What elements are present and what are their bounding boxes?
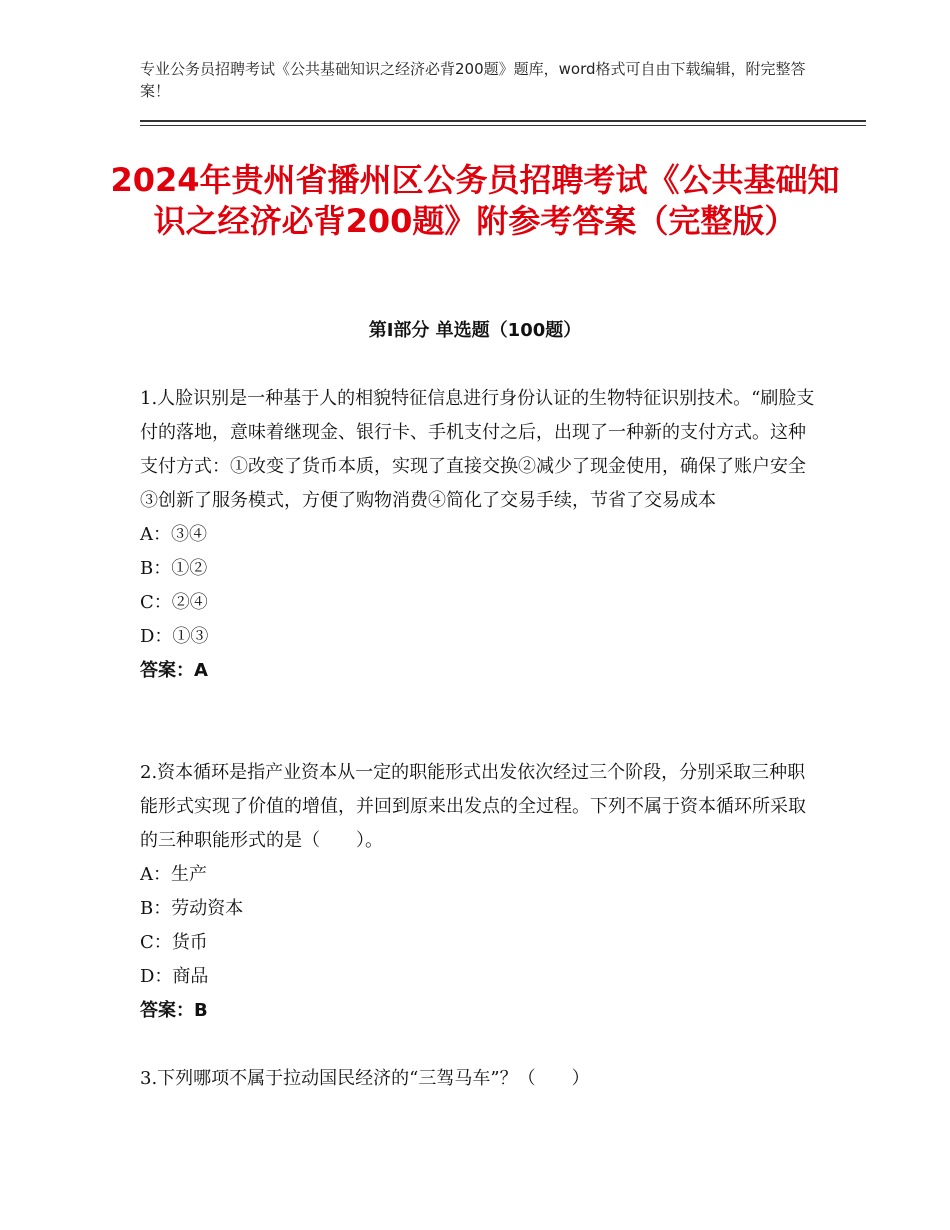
answer: 答案：B [140,1000,208,1021]
question-stem: 3.下列哪项不属于拉动国民经济的“三驾马车”？（ ） [140,1068,590,1089]
header-note: 专业公务员招聘考试《公共基础知识之经济必背200题》题库，word格式可自由下载编辑，附完整答案！ [140,60,806,100]
question-3 [140,1062,820,1096]
document-title: 2024年贵州省播州区公务员招聘考试《公共基础知识之经济必背200题》附参考答案（完整版） [110,161,840,240]
option-b: B：①② [140,558,208,579]
option-a: A：③④ [140,524,207,545]
question-1 [140,382,820,688]
question-2 [140,756,820,1028]
header-rule-thin [140,125,866,126]
answer: 答案：A [140,660,208,681]
question-stem: 1.人脸识别是一种基于人的相貌特征信息进行身份认证的生物特征识别技术。“刷脸支付的落地，意味着继现金、银行卡、手机支付之后，出现了一种新的支付方式。这种支付方式：①改变了货币本质，实现了直接交换②减少了现金使用，确保了账户安全③创新了服务模式，方便了购物消费④简化了交易手续，节省了交易成本 [140,388,815,511]
header-rule-thick [140,120,866,122]
option-c: C：②④ [140,592,208,613]
question-stem: 2.资本循环是指产业资本从一定的职能形式出发依次经过三个阶段，分别采取三种职能形式实现了价值的增值，并回到原来出发点的全过程。下列不属于资本循环所采取的三种职能形式的是（ ）。 [140,762,806,851]
option-c: C：货币 [140,932,208,953]
option-a: A：生产 [140,864,207,885]
option-b: B：劳动资本 [140,898,244,919]
section-title: 第Ⅰ部分 单选题（100题） [368,320,582,341]
option-d: D：商品 [140,966,209,987]
option-d: D：①③ [140,626,209,647]
